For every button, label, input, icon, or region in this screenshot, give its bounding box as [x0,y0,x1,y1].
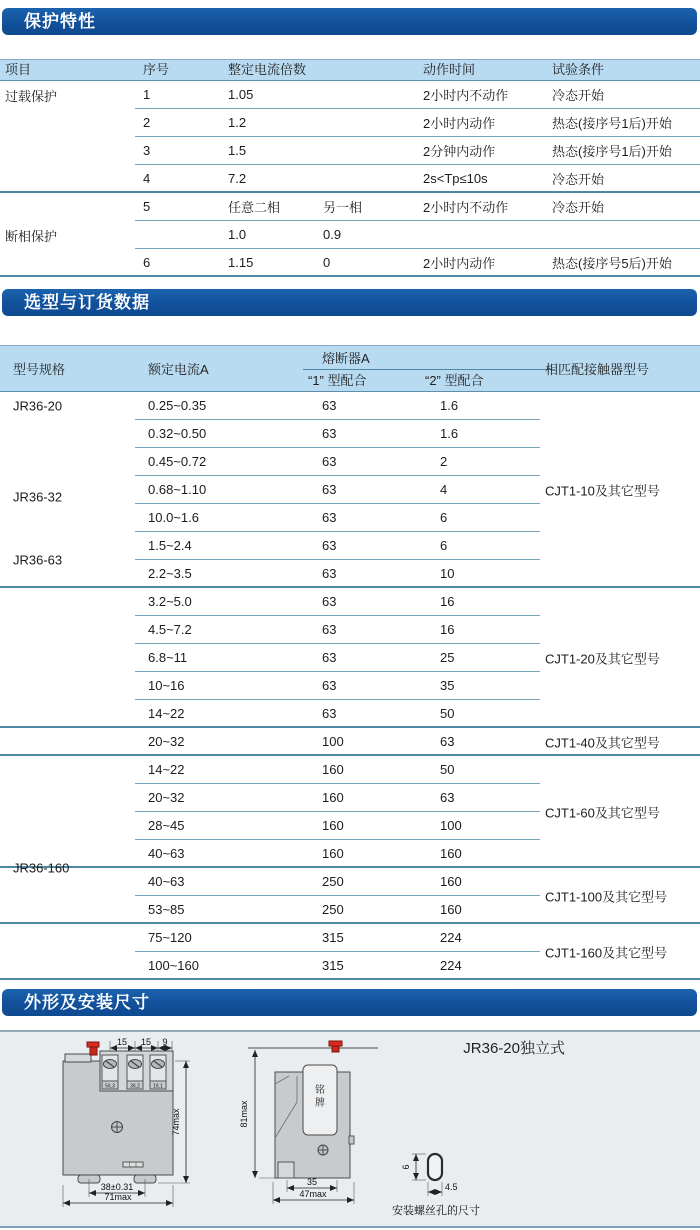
col-header-multiple: 整定电流倍数 [228,62,307,77]
seq-cell: 4 [143,170,151,186]
rated-current-cell: 0.32~0.50 [148,426,207,441]
section-title-dimensions: 外形及安装尺寸 [24,993,150,1012]
protection-table-rows [0,81,700,277]
selection-row-cells [135,644,540,672]
col-header-test-condition: 试验条件 [552,62,605,77]
variant-label: JR36-20独立式 [463,1040,565,1057]
fuse2-cell: 224 [440,957,462,973]
protection-table-row [0,193,700,221]
selection-table-row [0,616,700,644]
contactor-group-label: CJT1-160及其它型号 [545,945,668,961]
fuse1-cell: 63 [322,398,337,413]
selection-table-row [0,840,700,868]
protection-item-cell: 过载保护 [5,88,58,104]
protection-table-row [0,221,700,249]
fuse2-cell: 10 [440,565,455,581]
fuse2-cell: 6 [440,510,448,525]
dim-side-height: 81max [239,1100,249,1128]
section-title-selection: 选型与订货数据 [24,293,150,312]
fuse1-cell: 63 [322,678,337,693]
selection-row-cells [135,532,540,560]
col-header-action-time: 动作时间 [423,62,476,77]
contactor-group-label: CJT1-10及其它型号 [545,483,660,499]
selection-row-cells [135,560,540,586]
side-view-drawing [225,1040,405,1220]
protection-table-row [0,81,700,109]
rated-current-cell: 20~32 [148,790,185,805]
multiple-cell-2: 0 [323,254,331,270]
test-condition-cell: 热态(接序号1后)开始 [552,116,672,131]
contactor-group-label: CJT1-40及其它型号 [545,735,660,751]
fuse2-cell: 2 [440,454,448,469]
fuse-group-underline [303,369,555,370]
fuse1-cell: 315 [322,957,344,973]
dim-side-depth: 47max [299,1189,327,1199]
terminal-3 [150,1055,166,1090]
reset-button-side-stem [332,1046,339,1052]
fuse1-cell: 63 [322,426,337,441]
fuse1-cell: 160 [322,762,344,777]
multiple-cell: 任意二相 [228,200,281,215]
section-header-selection [2,289,697,316]
fuse2-cell: 160 [440,845,462,861]
dim-hole-span: 38±0.31 [100,1182,134,1192]
dim-top-1: 15 [116,1037,128,1047]
selection-row-cells [135,476,540,504]
selection-row-cells [135,616,540,644]
seq-cell: 1 [143,87,151,102]
model-cell [0,756,135,784]
test-condition-cell: 热态(接序号1后)开始 [552,144,672,159]
fuse2-cell: 160 [440,874,462,889]
nameplate-label: 铭牌 [315,1085,325,1109]
multiple-cell: 1.2 [228,115,247,130]
rated-current-cell: 6.8~11 [148,650,188,665]
selection-row-cells [135,448,540,476]
action-time-cell: 2小时内不动作 [423,88,509,103]
selection-table-rows [0,392,700,980]
selection-row-cells [135,924,540,952]
multiple-cell: 1.15 [228,254,254,270]
fuse2-cell: 63 [440,733,455,749]
model-cell [0,448,135,476]
side-foot [278,1162,294,1178]
model-cell [0,644,135,672]
fuse2-cell: 16 [440,622,455,637]
model-cell [0,896,135,922]
contactor-group-label: CJT1-20及其它型号 [545,651,660,667]
rated-current-cell: 10~16 [148,678,185,693]
col-header-fuse-group: 熔断器A [322,351,370,366]
fuse1-cell: 63 [322,705,337,721]
protection-row-cells [135,109,700,137]
reset-button-side-icon [329,1041,342,1046]
model-cell [0,588,135,616]
rated-current-cell: 20~32 [148,733,185,749]
front-view-drawing [42,1036,202,1228]
terminal-2 [127,1055,143,1090]
col-header-model: 型号规格 [13,362,66,377]
rated-current-cell: 10.0~1.6 [148,510,199,525]
datasheet-page [0,8,700,1230]
fuse2-cell: 35 [440,678,455,693]
protection-row-cells [135,221,700,249]
rated-current-cell: 4.5~7.2 [148,622,192,637]
selection-table-row [0,504,700,532]
col-header-seq: 序号 [143,62,170,77]
col-header-fuse-type2: “2” 型配合 [425,373,484,388]
fuse1-cell: 100 [322,733,344,749]
protection-item-cell [0,193,135,221]
fuse1-cell: 160 [322,818,344,833]
multiple-cell: 1.05 [228,87,254,102]
selection-table-row [0,392,700,420]
test-condition-cell: 冷态开始 [552,88,605,103]
terminal-label-2: 3/L2 [130,1083,140,1090]
seq-cell: 3 [143,143,151,158]
rated-current-cell: 14~22 [148,705,185,721]
selection-table-row [0,588,700,616]
selection-row-cells [135,784,540,812]
contactor-group-label: CJT1-100及其它型号 [545,889,668,905]
terminal-label-1: 5/L3 [105,1083,115,1090]
fuse2-cell: 100 [440,818,462,833]
protection-row-cells [135,165,700,191]
dim-hole-height: 6 [401,1164,411,1170]
model-cell [0,924,135,952]
protection-item-cell [0,109,135,137]
selection-row-cells [135,728,540,754]
model-cell [0,812,135,840]
rated-current-cell: 28~45 [148,818,185,833]
model-group-label: JR36-63 [13,552,63,568]
protection-item-cell [0,165,135,191]
fuse2-cell: 6 [440,538,448,553]
col-header-rated-current: 额定电流A [148,362,209,377]
dim-side-depth-inner: 35 [306,1177,318,1187]
fuse2-cell: 1.6 [440,426,459,441]
action-time-cell: 2小时内动作 [423,116,496,131]
fuse1-cell: 250 [322,901,344,917]
fuse2-cell: 63 [440,790,455,805]
rated-current-cell: 2.2~3.5 [148,565,192,581]
test-condition-cell: 热态(接序号5后)开始 [552,255,672,271]
terminal-label-3: 1/L1 [153,1083,163,1090]
fuse1-cell: 250 [322,874,344,889]
model-cell [0,504,135,532]
selection-row-cells [135,672,540,700]
fuse1-cell: 63 [322,622,337,637]
top-tab [65,1054,91,1062]
section-header-dimensions [2,989,697,1016]
seq-cell: 6 [143,254,151,270]
model-group-label: JR36-32 [13,489,63,505]
model-cell [0,784,135,812]
rated-current-cell: 0.45~0.72 [148,454,207,469]
rated-current-cell: 0.25~0.35 [148,398,207,413]
action-time-cell: 2小时内不动作 [423,200,509,215]
fuse2-cell: 1.6 [440,398,459,413]
protection-row-cells [135,137,700,165]
dim-top-2: 15 [140,1037,152,1047]
terminal-1 [102,1055,118,1090]
multiple-cell-2: 0.9 [323,227,342,242]
fuse1-cell: 63 [322,510,337,525]
model-cell [0,728,135,754]
multiple-cell: 7.2 [228,170,247,186]
selection-table-row [0,672,700,700]
fuse1-cell: 63 [322,650,337,665]
protection-row-cells [135,193,700,221]
model-cell [0,420,135,448]
mounting-hole-caption: 安装螺丝孔的尺寸 [392,1205,480,1217]
selection-table-header [0,345,700,392]
section-header-protection [2,8,697,35]
col-header-contactor: 相匹配接触器型号 [545,362,650,377]
selection-table-row [0,448,700,476]
seq-cell: 5 [143,199,151,214]
fuse1-cell: 63 [322,538,337,553]
contactor-group-label: CJT1-60及其它型号 [545,805,660,821]
action-time-cell: 2s<Tp≤10s [423,170,488,186]
protection-row-cells [135,81,700,109]
model-cell [0,952,135,978]
bottom-detail [123,1162,143,1167]
rated-current-cell: 40~63 [148,874,185,889]
rated-current-cell: 75~120 [148,930,192,945]
dim-front-height: 74max [171,1108,181,1136]
fuse2-cell: 50 [440,705,455,721]
fuse1-cell: 160 [322,845,344,861]
multiple-cell: 1.0 [228,227,247,242]
selection-row-cells [135,420,540,448]
mounting-hole-drawing [390,1144,570,1222]
test-condition-cell: 冷态开始 [552,171,605,187]
fuse2-cell: 160 [440,901,462,917]
selection-table-row [0,560,700,588]
protection-table-row [0,249,700,277]
model-cell [0,616,135,644]
rated-current-cell: 100~160 [148,957,199,973]
fuse1-cell: 63 [322,594,337,609]
protection-table-row [0,137,700,165]
selection-table-row [0,700,700,728]
selection-row-cells [135,896,540,922]
fuse2-cell: 4 [440,482,448,497]
selection-row-cells [135,392,540,420]
rated-current-cell: 14~22 [148,762,185,777]
protection-table-row [0,165,700,193]
col-header-fuse-type1: “1” 型配合 [308,373,367,388]
seq-cell: 2 [143,115,151,130]
selection-row-cells [135,700,540,726]
fuse1-cell: 63 [322,454,337,469]
selection-row-cells [135,588,540,616]
rated-current-cell: 40~63 [148,845,185,861]
selection-row-cells [135,952,540,978]
side-bump [349,1136,354,1144]
selection-row-cells [135,868,540,896]
selection-table-row [0,420,700,448]
fuse1-cell: 160 [322,790,344,805]
dim-front-width: 71max [104,1192,132,1202]
mounting-hole-shape [428,1154,442,1180]
reset-button-icon [87,1042,99,1047]
fuse1-cell: 63 [322,482,337,497]
model-group-label: JR36-160 [13,860,70,876]
protection-table-header [0,59,700,81]
protection-item-cell: 断相保护 [5,228,58,244]
multiple-cell: 1.5 [228,143,247,158]
action-time-cell: 2分钟内动作 [423,144,496,159]
fuse2-cell: 50 [440,762,455,777]
selection-row-cells [135,756,540,784]
action-time-cell: 2小时内动作 [423,255,496,271]
protection-item-cell [0,137,135,165]
fuse2-cell: 224 [440,930,462,945]
rated-current-cell: 53~85 [148,901,185,917]
multiple-cell-2: 另一相 [323,200,363,215]
selection-row-cells [135,504,540,532]
test-condition-cell: 冷态开始 [552,200,605,215]
selection-row-cells [135,840,540,866]
dim-top-3: 9 [162,1037,168,1047]
model-cell [0,700,135,726]
rated-current-cell: 0.68~1.10 [148,482,207,497]
fuse1-cell: 315 [322,930,344,945]
model-cell [0,672,135,700]
fuse2-cell: 16 [440,594,455,609]
model-group-label: JR36-20 [13,398,63,414]
selection-row-cells [135,812,540,840]
rated-current-cell: 1.5~2.4 [148,538,192,553]
section-title-protection: 保护特性 [24,12,96,31]
selection-table-row [0,532,700,560]
protection-row-cells [135,249,700,275]
reset-button-stem [90,1047,97,1055]
protection-table-row [0,109,700,137]
rated-current-cell: 3.2~5.0 [148,594,192,609]
fuse1-cell: 63 [322,565,337,581]
col-header-item: 项目 [5,62,32,77]
selection-table-row [0,756,700,784]
dimension-drawings-panel [0,1030,700,1228]
dim-hole-width: 4.5 [445,1182,458,1192]
fuse2-cell: 25 [440,650,455,665]
protection-item-cell [0,249,135,275]
